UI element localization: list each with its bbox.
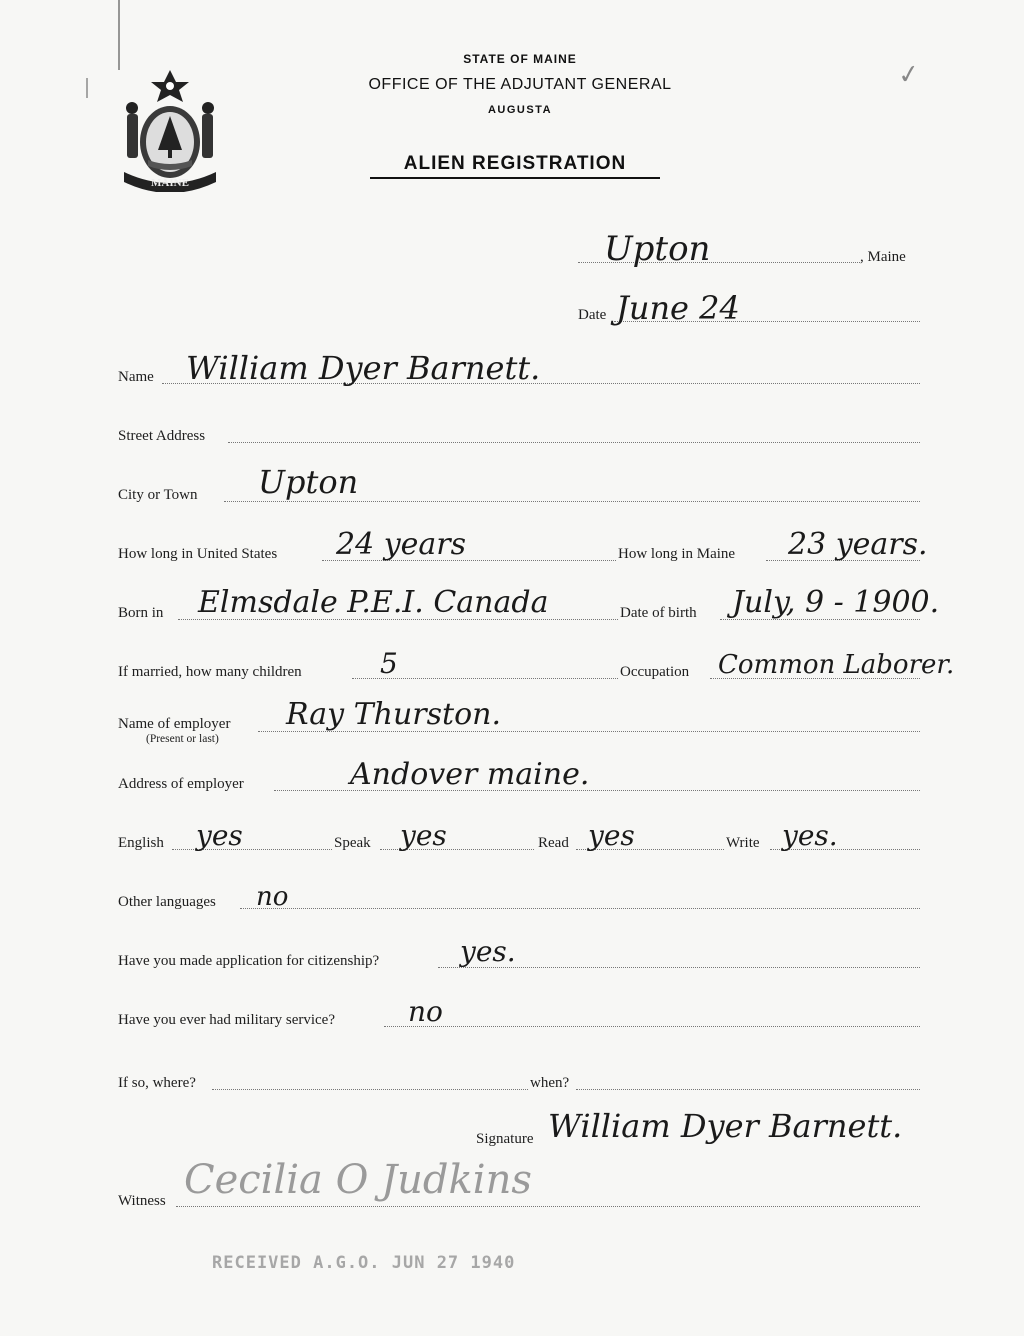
employer-label: Name of employer <box>118 716 231 732</box>
check-mark-icon: ✓ <box>896 58 922 92</box>
military-entry: no <box>408 995 443 1028</box>
signature-label: Signature <box>476 1131 534 1147</box>
when-label: when? <box>530 1075 570 1091</box>
occupation-label: Occupation <box>620 664 690 680</box>
dob-label: Date of birth <box>620 605 697 621</box>
other-languages-line <box>240 908 920 909</box>
city-label: City or Town <box>118 487 198 503</box>
street-label: Street Address <box>118 428 206 444</box>
other-languages-label: Other languages <box>118 894 216 910</box>
english-entry: yes <box>196 819 243 852</box>
citizenship-label: Have you made application for citizenship? <box>118 953 380 969</box>
where-label: If so, where? <box>118 1075 196 1091</box>
witness-label: Witness <box>118 1193 166 1209</box>
when-line <box>576 1089 920 1090</box>
state-heading: STATE OF MAINE <box>463 52 577 66</box>
read-entry: yes <box>588 819 635 852</box>
witness-entry: Cecilia O Judkins <box>184 1157 532 1203</box>
speak-entry: yes <box>400 819 447 852</box>
name-label: Name <box>118 369 154 385</box>
employer-address-label: Address of employer <box>118 776 244 792</box>
witness-line <box>176 1206 920 1207</box>
citizenship-entry: yes. <box>460 935 516 968</box>
military-label: Have you ever had military service? <box>118 1012 335 1028</box>
us-entry: 24 years <box>336 527 467 562</box>
form-title: ALIEN REGISTRATION <box>370 153 660 179</box>
date-entry: June 24 <box>616 289 740 327</box>
city-entry: Upton <box>258 463 359 501</box>
married-label: If married, how many children <box>118 664 302 680</box>
maine-entry: 23 years. <box>788 527 928 562</box>
employer-address-entry: Andover maine. <box>350 757 590 792</box>
signature-entry: William Dyer Barnett. <box>548 1107 903 1145</box>
write-label: Write <box>726 835 760 851</box>
write-entry: yes. <box>782 819 838 852</box>
born-entry: Elmsdale P.E.I. Canada <box>198 585 549 620</box>
employer-entry: Ray Thurston. <box>286 697 502 732</box>
born-label: Born in <box>118 605 164 621</box>
scan-edge-mark <box>118 0 120 70</box>
town-entry: Upton <box>604 229 711 269</box>
where-line <box>212 1089 528 1090</box>
maine-label: How long in Maine <box>618 546 736 562</box>
speak-label: Speak <box>334 835 371 851</box>
scan-edge-mark <box>86 78 88 98</box>
city-heading: AUGUSTA <box>487 104 553 116</box>
svg-text:MAINE: MAINE <box>151 177 189 189</box>
street-line <box>228 442 920 443</box>
received-stamp: RECEIVED A.G.O. JUN 27 1940 <box>212 1253 516 1273</box>
city-line <box>224 501 920 502</box>
children-entry: 5 <box>380 647 398 680</box>
us-label: How long in United States <box>118 546 278 562</box>
employer-sublabel: (Present or last) <box>146 733 219 745</box>
date-label: Date <box>578 307 607 323</box>
read-label: Read <box>538 835 569 851</box>
english-label: English <box>118 835 164 851</box>
town-suffix: , Maine <box>860 249 906 265</box>
office-heading: OFFICE OF THE ADJUTANT GENERAL <box>368 76 672 93</box>
other-languages-entry: no <box>256 882 289 912</box>
military-line <box>384 1026 920 1027</box>
name-entry: William Dyer Barnett. <box>186 349 541 387</box>
occupation-entry: Common Laborer. <box>718 650 955 680</box>
state-seal-image <box>118 68 222 192</box>
dob-entry: July, 9 - 1900. <box>732 585 940 620</box>
